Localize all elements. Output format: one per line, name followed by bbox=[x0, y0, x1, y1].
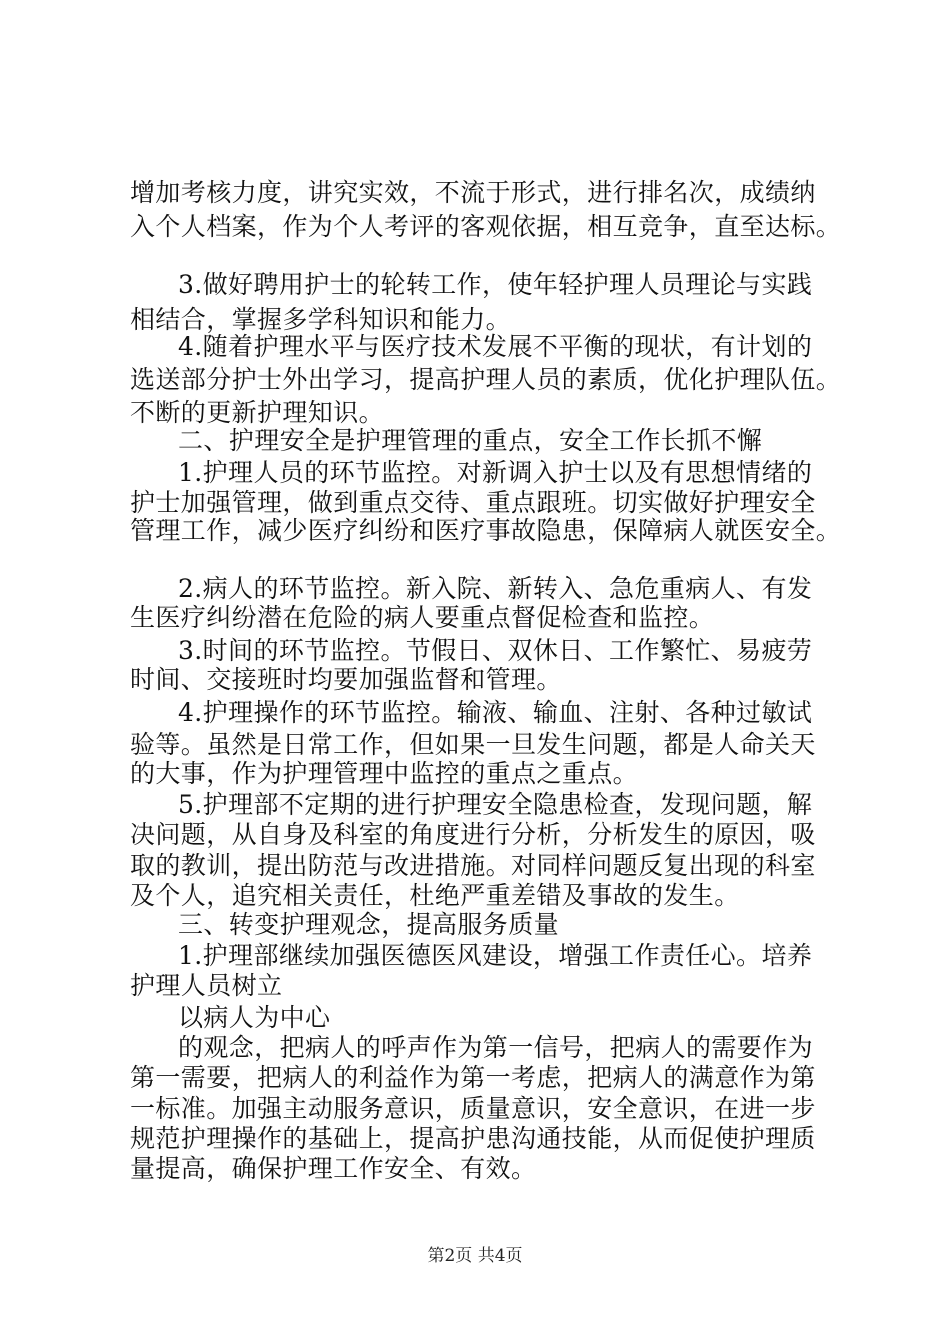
body-line: 生医疗纠纷潜在危险的病人要重点督促检查和监控。 bbox=[130, 603, 715, 632]
body-line: 不断的更新护理知识。 bbox=[130, 398, 385, 427]
body-line: 4.护理操作的环节监控。输液、输血、注射、各种过敏试 bbox=[178, 698, 813, 727]
body-line: 以病人为中心 bbox=[178, 1003, 331, 1032]
section-heading: 二、护理安全是护理管理的重点，安全工作长抓不懈 bbox=[178, 426, 763, 455]
body-line: 3.做好聘用护士的轮转工作，使年轻护理人员理论与实践 bbox=[178, 270, 813, 299]
body-line: 2.病人的环节监控。新入院、新转入、急危重病人、有发 bbox=[178, 574, 813, 603]
body-line: 3.时间的环节监控。节假日、双休日、工作繁忙、易疲劳 bbox=[178, 636, 813, 665]
body-line: 及个人，追究相关责任，杜绝严重差错及事故的发生。 bbox=[130, 881, 740, 910]
body-line: 决问题，从自身及科室的角度进行分析，分析发生的原因，吸 bbox=[130, 820, 816, 849]
body-line: 相结合，掌握多学科知识和能力。 bbox=[130, 305, 512, 334]
body-line: 管理工作，减少医疗纠纷和医疗事故隐患，保障病人就医安全。 bbox=[130, 516, 842, 545]
body-line: 1.护理部继续加强医德医风建设，增强工作责任心。培养 bbox=[178, 941, 813, 970]
body-line: 规范护理操作的基础上，提高护患沟通技能，从而促使护理质 bbox=[130, 1124, 816, 1153]
body-line: 护士加强管理，做到重点交待、重点跟班。切实做好护理安全 bbox=[130, 488, 816, 517]
body-line: 护理人员树立 bbox=[130, 971, 283, 1000]
body-line: 的观念，把病人的呼声作为第一信号，把病人的需要作为 bbox=[178, 1033, 814, 1062]
body-line: 1.护理人员的环节监控。对新调入护士以及有思想情绪的 bbox=[178, 458, 813, 487]
body-line: 选送部分护士外出学习，提高护理人员的素质，优化护理队伍。 bbox=[130, 365, 842, 394]
body-line: 一标准。加强主动服务意识，质量意识，安全意识，在进一步 bbox=[130, 1094, 816, 1123]
body-line: 的大事，作为护理管理中监控的重点之重点。 bbox=[130, 759, 639, 788]
body-line: 验等。虽然是日常工作，但如果一旦发生问题，都是人命关天 bbox=[130, 730, 816, 759]
body-line: 第一需要，把病人的利益作为第一考虑，把病人的满意作为第 bbox=[130, 1063, 816, 1092]
body-line: 增加考核力度，讲究实效，不流于形式，进行排名次，成绩纳 bbox=[130, 178, 816, 207]
body-line: 5.护理部不定期的进行护理安全隐患检查，发现问题，解 bbox=[178, 790, 813, 819]
body-line: 量提高，确保护理工作安全、有效。 bbox=[130, 1154, 537, 1183]
body-line: 4.随着护理水平与医疗技术发展不平衡的现状，有计划的 bbox=[178, 332, 813, 361]
section-heading: 三、转变护理观念，提高服务质量 bbox=[178, 910, 560, 939]
body-line: 入个人档案，作为个人考评的客观依据，相互竞争，直至达标。 bbox=[130, 212, 842, 241]
body-line: 取的教训，提出防范与改进措施。对同样问题反复出现的科室 bbox=[130, 851, 816, 880]
page-number-footer: 第2页 共4页 bbox=[427, 1246, 523, 1266]
body-line: 时间、交接班时均要加强监督和管理。 bbox=[130, 665, 562, 694]
